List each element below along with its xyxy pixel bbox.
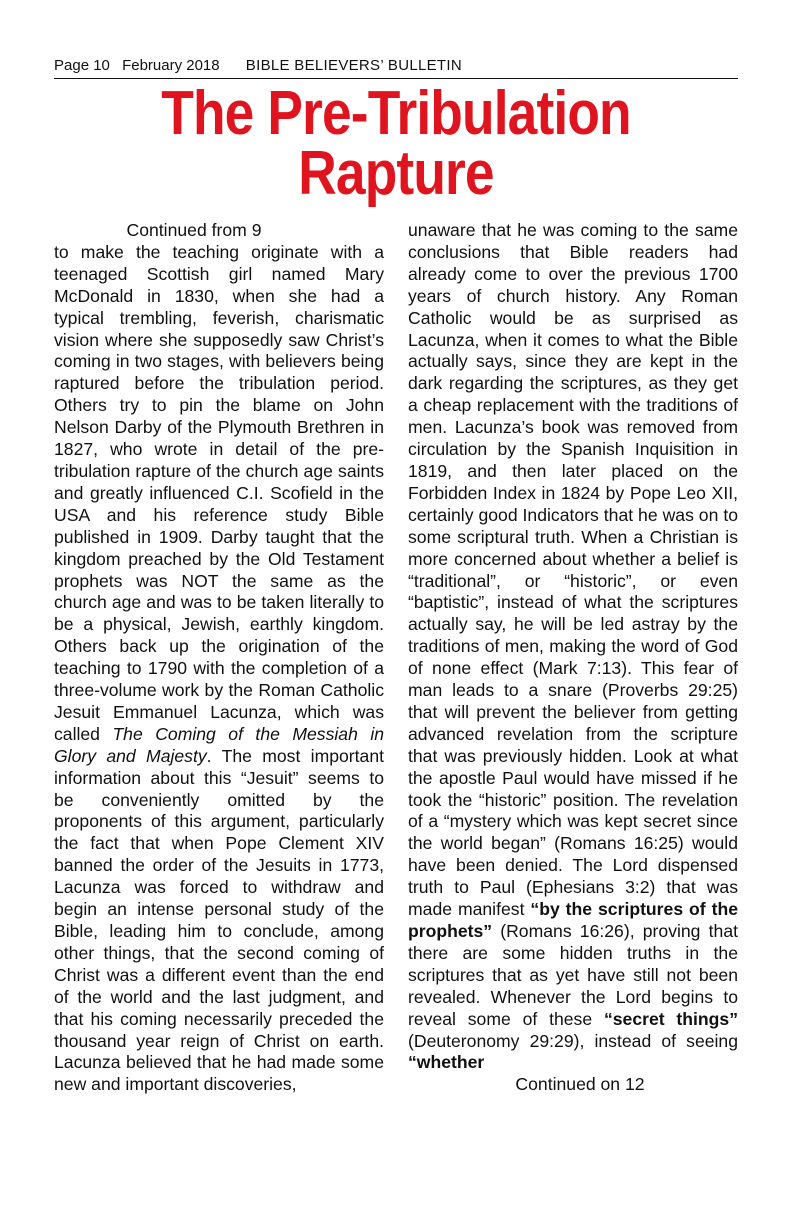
body-text: (Deuteronomy 29:29), instead of seeing xyxy=(408,1030,738,1051)
bold-quote: “secret things” xyxy=(603,1008,738,1029)
body-text: to make the teaching originate with a teenaged Scottish girl named Mary McDonald in 1830, when she had a typical trembling, feverish, charismatic vision where she supposedly saw Christ’s coming in two stages, with believers being raptured before the tribulation period. Others try to pin the blame on John Nelson Darby of the Plymouth Brethren in 1827, who wrote in detail of the pre-tribulation rapture of the church age saints and greatly influenced C.I. Scofield in the USA and his reference study Bible published in 1909. Darby taught that the kingdom preached by the Old Testament prophets was NOT the same as the church age and was to be taken literally to be a physical, Jewish, earthly kingdom. Others back up the origination of the teaching to 1790 with the completion of a three-volume work by the Roman Catholic Jesuit Emmanuel Lacunza, which was called xyxy=(54,241,384,744)
article-title xyxy=(102,79,690,208)
body-text: unaware that he was coming to the same conclusions that Bible readers had already come to over the previous 1700 years of church history. Any Roman Catholic would be as surprised as Lacunza, when it comes to what the Bible actually says, since they are kept in the dark regarding the scriptures, as they get a cheap replacement with the traditions of men. Lacunza’s book was removed from circulation by the Spanish Inquisition in 1819, and then later placed on the Forbidden Index in 1824 by Pope Leo XII, certainly good Indicators that he was on to some scriptural truth. When a Christian is more concerned about whether a belief is “traditional”, or “historic”, or even “baptistic”, instead of what the scriptures actually say, he will be led astray by the traditions of men, making the word of God of none effect (Mark 7:13). This fear of man leads to a snare (Proverbs 29:25) that will prevent the believer from getting advanced revelation from the scripture that was previously hidden. Look at what the apostle Paul would have missed if he took the “historic” position. The revelation of a “mystery which was kept secret since the world began” (Romans 16:25) would have been denied. The Lord dispensed truth to Paul (Ephesians 3:2) that was made manifest xyxy=(408,220,738,920)
continued-on-note: Continued on 12 xyxy=(515,1074,645,1095)
right-column-body xyxy=(408,220,738,1074)
article-title-line-1: The Pre-Tribulation xyxy=(161,79,631,148)
article-title-line-2: Rapture xyxy=(298,139,494,208)
bold-quote: “whether xyxy=(408,1052,485,1073)
left-column xyxy=(54,220,384,1096)
left-column-body xyxy=(54,242,384,1096)
book-title: The Coming of the Messiah in Glory and Majesty xyxy=(54,723,385,766)
body-text: (Romans 16:26), proving that there are some hidden truths in the scriptures that as yet have still not been revealed. Whenever the Lord begins to reveal some of these xyxy=(408,921,738,1029)
page-number: Page 10 xyxy=(54,57,110,74)
bold-quote: “by the scriptures of the prophets” xyxy=(408,899,738,941)
page-header xyxy=(54,55,738,77)
issue-date: February 2018 xyxy=(122,57,220,74)
continued-from-note: Continued from 9 xyxy=(126,220,262,240)
body-text: . The most important information about this “Jesuit” seems to be conveniently omitted by the proponents of this argument, particularly the fact that when Pope Clement XIV banned the order of the Jesuits in 1773, Lacunza was forced to withdraw and begin an intense personal study of the Bible, leading him to conclude, among other things, that the second coming of Christ was a different event than the end of the world and the last judgment, and that his coming necessarily preceded the thousand year reign of Christ on earth. Lacunza believed that he had made some new and important discoveries, xyxy=(54,745,385,1095)
publication-name: BIBLE BELIEVERS’ BULLETIN xyxy=(245,57,462,74)
right-column xyxy=(408,220,738,1096)
